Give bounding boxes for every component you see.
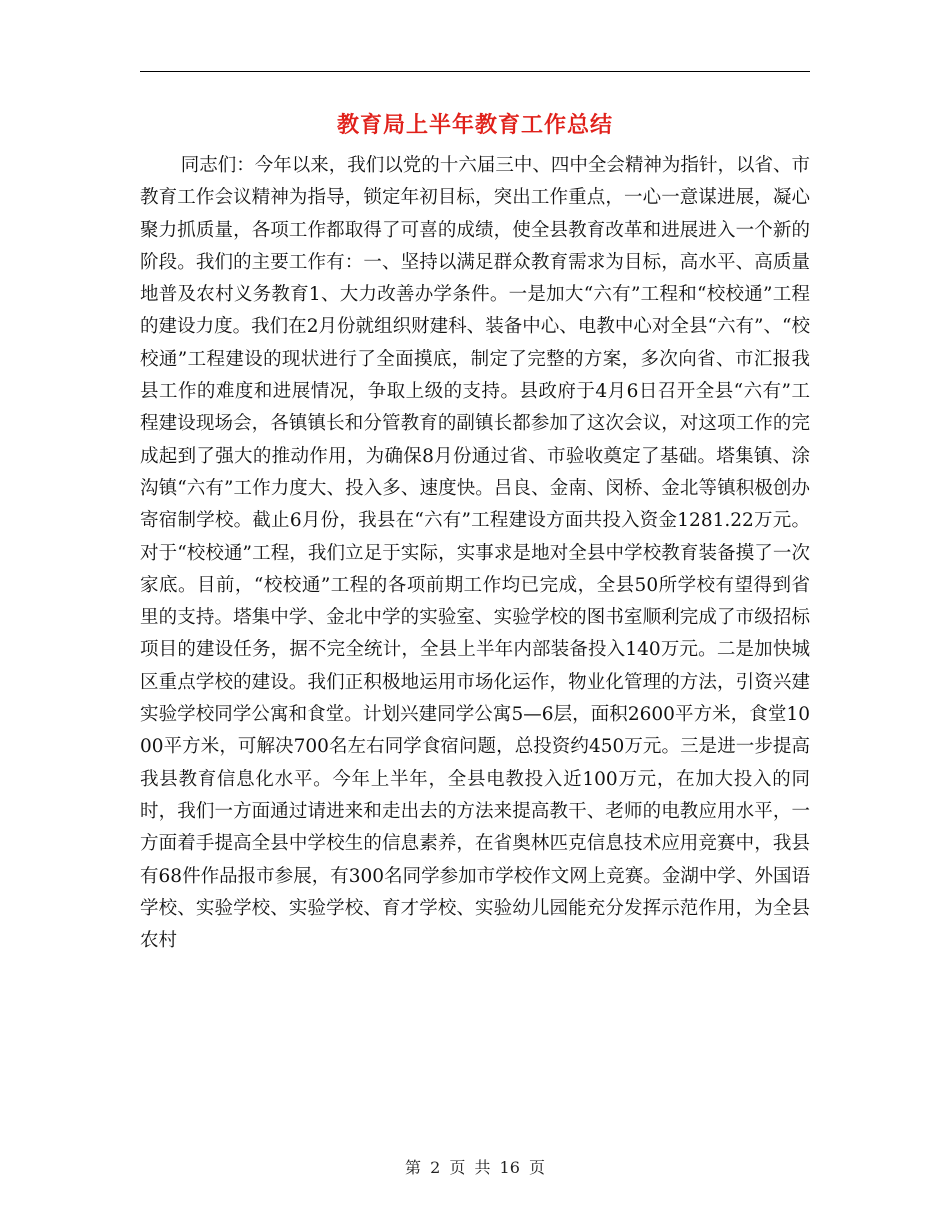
- page-number: 第 2 页 共 16 页: [405, 1158, 545, 1177]
- document-title: 教育局上半年教育工作总结: [336, 112, 613, 138]
- document-body: 同志们：今年以来，我们以党的十六届三中、四中全会精神为指针，以省、市教育工作会议精神为指导，锁定年初目标，突出工作重点，一心一意谋进展，凝心聚力抓质量，各项工作都取得了可喜的成绩，使全县教育改革和进展进入一个新的阶段。我们的主要工作有：一、坚持以满足群众教育需求为目标，高水平、高质量地普及农村义务教育1、大力改善办学条件。一是加大“六有”工程和“校校通”工程的建设力度。我们在2月份就组织财建科、装备中心、电教中心对全县“六有”、“校校通”工程建设的现状进行了全面摸底，制定了完整的方案，多次向省、市汇报我县工作的难度和进展情况，争取上级的支持。县政府于4月6日召开全县“六有”工程建设现场会，各镇镇长和分管教育的副镇长都参加了这次会议，对这项工作的完成起到了强大的推动作用，为确保8月份通过省、市验收奠定了基础。塔集镇、涂沟镇“六有”工作力度大、投入多、速度快。吕良、金南、闵桥、金北等镇积极创办寄宿制学校。截止6月份，我县在“六有”工程建设方面共投入资金1281.22万元。对于“校校通”工程，我们立足于实际，实事求是地对全县中学校教育装备摸了一次家底。目前，“校校通”工程的各项前期工作均已完成，全县50所学校有望得到省里的支持。塔集中学、金北中学的实验室、实验学校的图书室顺利完成了市级招标项目的建设任务，据不完全统计，全县上半年内部装备投入140万元。二是加快城区重点学校的建设。我们正积极地运用市场化运作，物业化管理的方法，引资兴建实验学校同学公寓和食堂。计划兴建同学公寓5—6层，面积2600平方米，食堂1000平方米，可解决700名左右同学食宿问题，总投资约450万元。三是进一步提高我县教育信息化水平。今年上半年，全县电教投入近100万元，在加大投入的同时，我们一方面通过请进来和走出去的方法来提高教干、老师的电教应用水平，一方面着手提高全县中学校生的信息素养，在省奥林匹克信息技术应用竞赛中，我县有68件作品报市参展，有300名同学参加市学校作文网上竞赛。金湖中学、外国语学校、实验学校、实验学校、育才学校、实验幼儿园能充分发挥示范作用，为全县农村: [140, 155, 810, 952]
- header-rule: [140, 71, 810, 72]
